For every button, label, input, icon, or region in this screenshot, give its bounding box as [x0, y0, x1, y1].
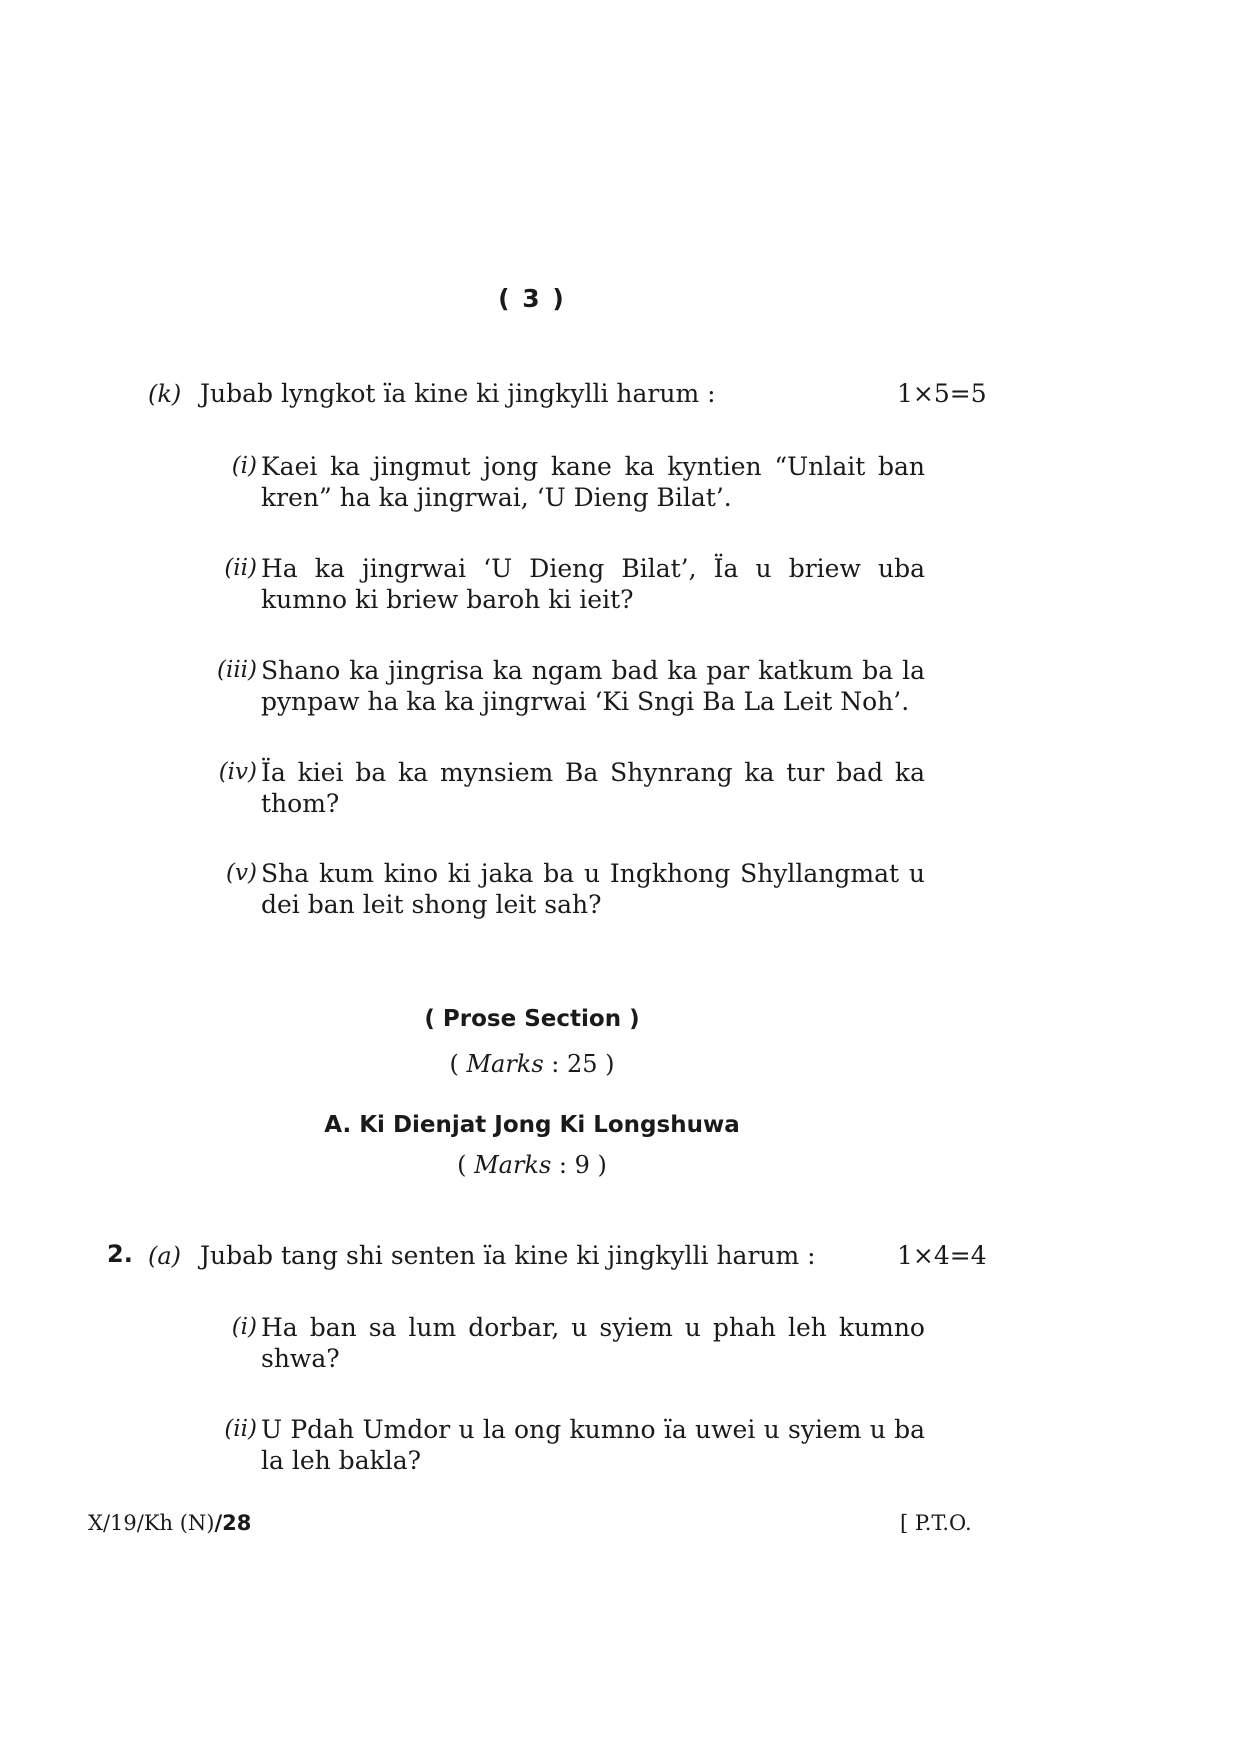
section-title: ( Prose Section ) — [424, 1006, 640, 1032]
question-text: Jubab tang shi senten ïa kine ki jingkylli harum : — [200, 1241, 816, 1270]
section-marks — [0, 1050, 1064, 1078]
section-marks-word: Marks — [466, 1050, 544, 1078]
page-number: ( 3 ) — [498, 284, 566, 313]
sub-question-label: (v) — [226, 860, 257, 886]
paper-code — [88, 1511, 251, 1535]
sub-question-label: (iii) — [216, 657, 257, 683]
paper-code-text: X/19/Kh (N) — [88, 1511, 215, 1535]
sub-question-text: U Pdah Umdor u la ong kumno ïa uwei u syiem u ba la leh bakla? — [261, 1415, 925, 1475]
question-marks: 1×5=5 — [897, 379, 987, 408]
subsection-marks — [0, 1151, 1064, 1179]
sub-question-label: (ii) — [224, 555, 257, 581]
question-text: Jubab lyngkot ïa kine ki jingkylli harum : — [200, 379, 716, 408]
sub-question-label: (ii) — [224, 1416, 257, 1442]
sub-question-text: Kaei ka jingmut jong kane ka kyntien “Unlait ban kren” ha ka jingrwai, ‘U Dieng Bilat’. — [261, 452, 925, 512]
section-marks-value: : 25 ) — [543, 1050, 615, 1078]
question-marks: 1×4=4 — [897, 1241, 987, 1270]
sub-question-text: Ha ka jingrwai ‘U Dieng Bilat’, Ïa u briew uba kumno ki briew baroh ki ieit? — [261, 554, 925, 614]
sub-question-label: (iv) — [218, 759, 257, 785]
sub-question-text: Shano ka jingrisa ka ngam bad ka par katkum ba la pynpaw ha ka ka jingrwai ‘Ki Sngi Ba La Leit Noh’. — [261, 656, 925, 716]
subsection-marks-word: Marks — [474, 1151, 552, 1179]
subsection-marks-value: : 9 ) — [551, 1151, 607, 1179]
question-label: (a) — [148, 1242, 182, 1270]
paper-code-page: /28 — [214, 1511, 252, 1535]
question-label: (k) — [148, 380, 182, 408]
question-number: 2. — [107, 1240, 133, 1268]
pto-note: [ P.T.O. — [900, 1511, 972, 1535]
subsection-title: A. Ki Dienjat Jong Ki Longshuwa — [324, 1112, 740, 1138]
sub-question-label: (i) — [231, 453, 257, 479]
subsection-marks-open: ( — [457, 1151, 475, 1179]
sub-question-text: Sha kum kino ki jaka ba u Ingkhong Shyllangmat u dei ban leit shong leit sah? — [261, 859, 925, 919]
section-marks-open: ( — [449, 1050, 467, 1078]
sub-question-text: Ha ban sa lum dorbar, u syiem u phah leh kumno shwa? — [261, 1313, 925, 1373]
sub-question-label: (i) — [231, 1314, 257, 1340]
sub-question-text: Ïa kiei ba ka mynsiem Ba Shynrang ka tur bad ka thom? — [261, 758, 925, 818]
